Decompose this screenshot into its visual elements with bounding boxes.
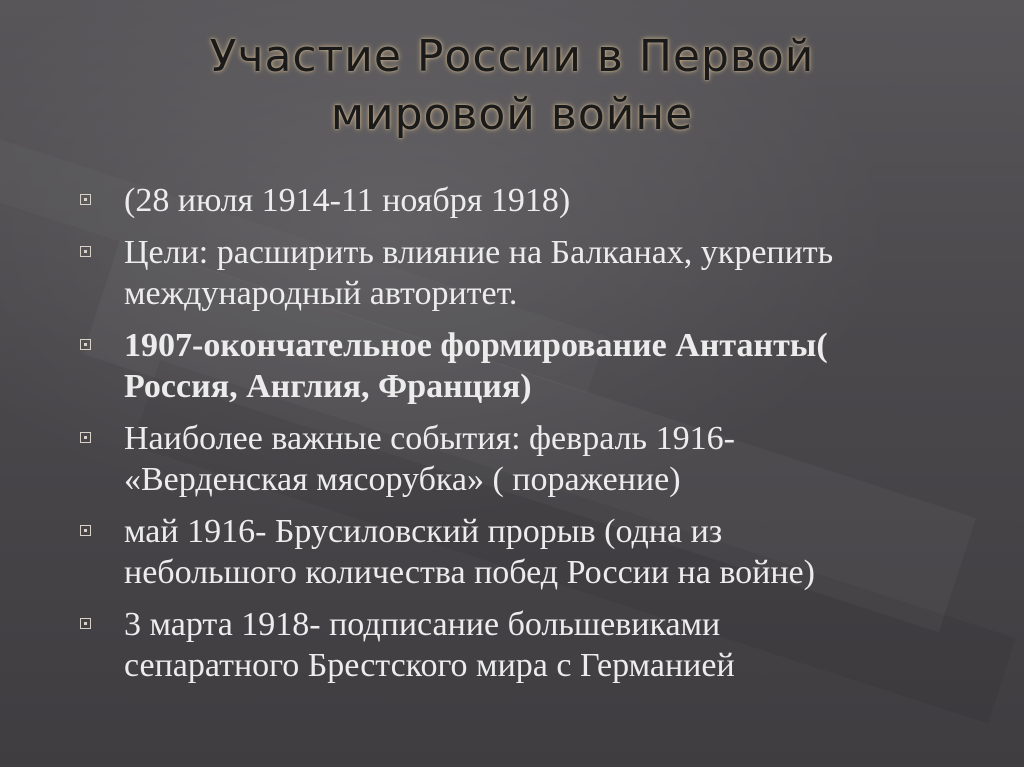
bullet-text-line: май 1916- Брусиловский прорыв (одна из [124, 513, 723, 550]
bullet-item [80, 232, 980, 314]
square-bullet-icon [80, 432, 91, 443]
square-bullet-icon [80, 525, 91, 536]
bullet-text-line: «Верденская мясорубка» ( поражение) [124, 461, 681, 498]
bullet-text: (28 июля 1914-11 ноября 1918) [124, 182, 571, 219]
slide-title [0, 28, 1024, 144]
bullet-text-line: 3 марта 1918- подписание большевиками [124, 606, 721, 643]
bullet-list [80, 180, 980, 697]
bullet-text-line: международный авторитет. [124, 275, 518, 312]
bullet-item [80, 604, 980, 686]
square-bullet-icon [80, 246, 91, 257]
bullet-text [124, 327, 828, 405]
bullet-item [80, 180, 980, 221]
bullet-text-line: 1907-окончательное формирование Антанты( [124, 327, 828, 364]
bullet-text-line: небольшого количества побед России на войне) [124, 554, 815, 591]
bullet-text [124, 420, 735, 498]
slide-title-line: Участие России в Первой [209, 31, 815, 82]
bullet-text-line: Цели: расширить влияние на Балканах, укрепить [124, 234, 834, 271]
square-bullet-icon [80, 339, 91, 350]
bullet-text [124, 234, 833, 312]
square-bullet-icon [80, 618, 91, 629]
bullet-item [80, 325, 980, 407]
slide-title-line: мировой войне [330, 89, 694, 140]
bullet-text-line: сепаратного Брестского мира с Германией [124, 647, 735, 684]
bullet-text [124, 606, 735, 684]
bullet-text [124, 513, 815, 591]
bullet-item [80, 511, 980, 593]
square-bullet-icon [80, 194, 91, 205]
bullet-item [80, 418, 980, 500]
bullet-text-line: Россия, Англия, Франция) [124, 368, 532, 405]
bullet-text-line: Наиболее важные события: февраль 1916- [124, 420, 735, 457]
